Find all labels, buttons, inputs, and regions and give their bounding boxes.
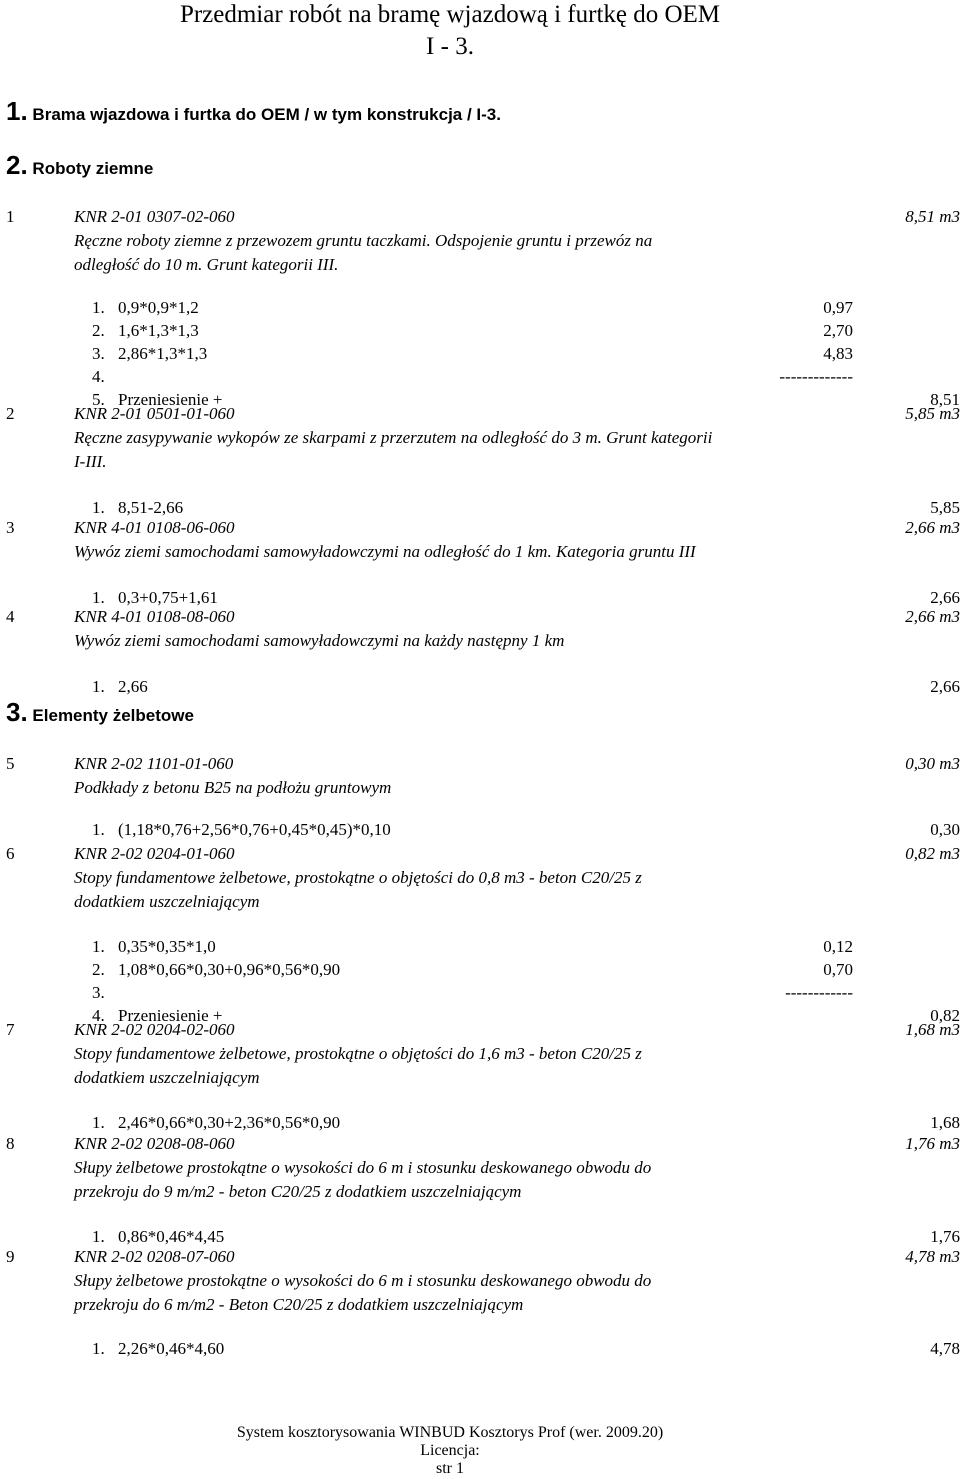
calc-expression: 0,86*0,46*4,45 (118, 1227, 225, 1246)
item-code: KNR 4-01 0108-06-060 (74, 518, 235, 537)
section-number: 3. (6, 697, 28, 727)
calc-subtotal: 0,12 (823, 937, 853, 956)
item-description-line: odległość do 10 m. Grunt kategorii III. (74, 255, 339, 274)
calc-line-number: 1. (92, 498, 105, 517)
calc-expression: Przeniesienie + (118, 1006, 223, 1025)
section-label: Brama wjazdowa i furtka do OEM / w tym konstrukcja / I-3. (32, 105, 501, 124)
item-quantity: 0,82 m3 (905, 844, 960, 863)
calc-expression: 1,6*1,3*1,3 (118, 321, 199, 340)
item-quantity: 1,76 m3 (905, 1134, 960, 1153)
item-description-line: Ręczne zasypywanie wykopów ze skarpami z przerzutem na odległość do 3 m. Grunt kategorii (74, 428, 713, 447)
section-heading-2 (6, 150, 153, 181)
calc-line-number: 1. (92, 820, 105, 839)
item-code: KNR 2-02 0208-07-060 (74, 1247, 235, 1266)
calc-line-number: 2. (92, 321, 105, 340)
section-heading-1 (6, 96, 501, 127)
calc-expression: 0,35*0,35*1,0 (118, 937, 216, 956)
calc-expression: 2,46*0,66*0,30+2,36*0,56*0,90 (118, 1113, 341, 1132)
item-quantity: 8,51 m3 (905, 207, 960, 226)
calc-line-number: 1. (92, 298, 105, 317)
item-number: 1 (6, 207, 15, 226)
item-number: 3 (6, 518, 15, 537)
calc-total: 1,76 (930, 1227, 960, 1246)
item-description-line: Słupy żelbetowe prostokątne o wysokości do 6 m i stosunku deskowanego obwodu do (74, 1158, 652, 1177)
item-number: 4 (6, 607, 15, 626)
calc-line-number: 4. (92, 1006, 105, 1025)
calc-line-number: 3. (92, 344, 105, 363)
section-label: Elementy żelbetowe (32, 706, 194, 725)
calc-expression: 2,66 (118, 677, 148, 696)
item-description-line: dodatkiem uszczelniającym (74, 1068, 260, 1087)
calc-expression: 1,08*0,66*0,30+0,96*0,56*0,90 (118, 960, 341, 979)
calc-line-number: 2. (92, 960, 105, 979)
calc-subtotal: 2,70 (823, 321, 853, 340)
item-code: KNR 2-02 0208-08-060 (74, 1134, 235, 1153)
item-description-line: Wywóz ziemi samochodami samowyładowczymi na każdy następny 1 km (74, 631, 565, 650)
calc-subtotal: ------------ (785, 983, 853, 1002)
item-code: KNR 2-01 0307-02-060 (74, 207, 235, 226)
item-code: KNR 2-02 0204-02-060 (74, 1020, 235, 1039)
item-description-line: Stopy fundamentowe żelbetowe, prostokątne o objętości do 1,6 m3 - beton C20/25 z (74, 1044, 642, 1063)
item-description-line: Podkłady z betonu B25 na podłożu gruntowym (74, 778, 392, 797)
item-description-line: Słupy żelbetowe prostokątne o wysokości do 6 m i stosunku deskowanego obwodu do (74, 1271, 652, 1290)
calc-total: 0,82 (930, 1006, 960, 1025)
calc-line-number: 1. (92, 588, 105, 607)
calc-line-number: 1. (92, 1227, 105, 1246)
item-description-line: przekroju do 6 m/m2 - Beton C20/25 z dodatkiem uszczelniającym (74, 1295, 524, 1314)
section-label: Roboty ziemne (32, 159, 154, 178)
item-description-line: Ręczne roboty ziemne z przewozem gruntu taczkami. Odspojenie gruntu i przewóz na (74, 231, 653, 250)
item-number: 6 (6, 844, 15, 863)
calc-expression: Przeniesienie + (118, 390, 223, 409)
calc-line-number: 4. (92, 367, 105, 386)
footer-license: Licencja: (420, 1442, 480, 1459)
item-description-line: Wywóz ziemi samochodami samowyładowczymi na odległość do 1 km. Kategoria gruntu III (74, 542, 696, 561)
footer-system: System kosztorysowania WINBUD Kosztorys Prof (wer. 2009.20) (236, 1424, 664, 1441)
item-code: KNR 2-02 1101-01-060 (74, 754, 234, 773)
calc-line-number: 1. (92, 677, 105, 696)
item-code: KNR 4-01 0108-08-060 (74, 607, 235, 626)
calc-line-number: 1. (92, 1339, 105, 1358)
calc-total: 2,66 (930, 588, 960, 607)
page-title: Przedmiar robót na bramę wjazdową i furtkę do OEM (179, 1, 721, 28)
calc-expression: 0,3+0,75+1,61 (118, 588, 218, 607)
item-description-line: dodatkiem uszczelniającym (74, 892, 260, 911)
item-number: 7 (6, 1020, 15, 1039)
item-number: 9 (6, 1247, 15, 1266)
calc-subtotal: ------------- (779, 367, 853, 386)
section-number: 2. (6, 150, 28, 180)
item-number: 2 (6, 404, 15, 423)
item-quantity: 4,78 m3 (905, 1247, 960, 1266)
calc-total: 0,30 (930, 820, 960, 839)
item-quantity: 2,66 m3 (905, 607, 960, 626)
calc-expression: 2,86*1,3*1,3 (118, 344, 208, 363)
item-quantity: 0,30 m3 (905, 754, 960, 773)
calc-expression: 8,51-2,66 (118, 498, 184, 517)
calc-subtotal: 0,97 (823, 298, 853, 317)
item-number: 8 (6, 1134, 15, 1153)
calc-total: 2,66 (930, 677, 960, 696)
item-code: KNR 2-02 0204-01-060 (74, 844, 235, 863)
calc-subtotal: 4,83 (823, 344, 853, 363)
item-description-line: Stopy fundamentowe żelbetowe, prostokątne o objętości do 0,8 m3 - beton C20/25 z (74, 868, 642, 887)
calc-expression: 0,9*0,9*1,2 (118, 298, 199, 317)
calc-total: 4,78 (930, 1339, 960, 1358)
item-quantity: 5,85 m3 (905, 404, 960, 423)
calc-subtotal: 0,70 (823, 960, 853, 979)
page-subtitle: I - 3. (426, 33, 474, 60)
calc-total: 8,51 (930, 390, 960, 409)
item-code: KNR 2-01 0501-01-060 (74, 404, 235, 423)
section-number: 1. (6, 96, 28, 126)
calc-line-number: 1. (92, 937, 105, 956)
calc-line-number: 3. (92, 983, 105, 1002)
calc-total: 1,68 (930, 1113, 960, 1132)
item-description-line: przekroju do 9 m/m2 - beton C20/25 z dodatkiem uszczelniającym (74, 1182, 522, 1201)
calc-line-number: 5. (92, 390, 105, 409)
calc-total: 5,85 (930, 498, 960, 517)
item-description-line: I-III. (74, 452, 107, 471)
item-quantity: 2,66 m3 (905, 518, 960, 537)
item-number: 5 (6, 754, 15, 773)
footer-page-number: str 1 (436, 1460, 464, 1477)
item-quantity: 1,68 m3 (905, 1020, 960, 1039)
calc-expression: 2,26*0,46*4,60 (118, 1339, 225, 1358)
calc-line-number: 1. (92, 1113, 105, 1132)
section-heading-3 (6, 697, 194, 728)
calc-expression: (1,18*0,76+2,56*0,76+0,45*0,45)*0,10 (118, 820, 391, 839)
